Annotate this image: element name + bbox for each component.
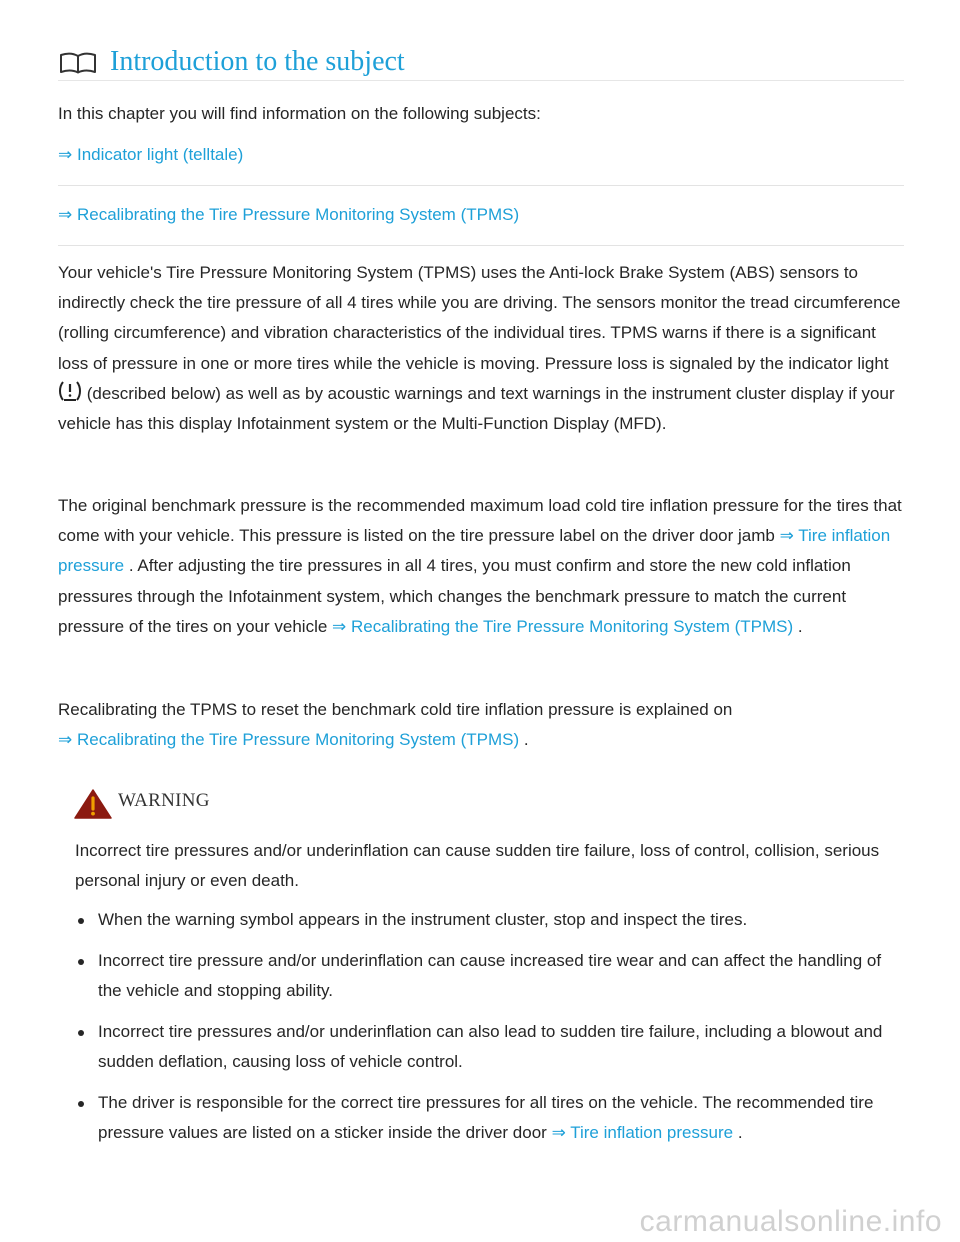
paragraph-text: .	[797, 616, 803, 636]
warning-bullet-list	[75, 905, 895, 1159]
link-tire-inflation-pressure[interactable]: ⇒ Tire inflation pressure	[58, 526, 891, 576]
paragraph-text: . After adjusting the tire pressures in all 4 tires, you must confirm and store the new cold inflation pressures through the Infotainment system, which changes the benchmark pressure to match the current pressure of the tires on your vehicle	[58, 556, 851, 636]
paragraph-recalibrating	[58, 695, 904, 755]
link-recalibrating-tpms-2[interactable]: ⇒ Recalibrating the Tire Pressure Monitoring System (TPMS)	[58, 730, 520, 750]
bullet-text: The driver is responsible for the correct tire pressures for all tires on the vehicle. The recommended tire pressure values are listed on a sticker inside the driver door	[98, 1092, 874, 1142]
list-item	[75, 946, 895, 1007]
paragraph-text: Recalibrating the TPMS to reset the benchmark cold tire inflation pressure is explained on	[58, 700, 733, 719]
toc-link-recalibrating-tpms[interactable]: ⇒ Recalibrating the Tire Pressure Monitoring System (TPMS)	[58, 205, 520, 224]
paragraph-text: Your vehicle's Tire Pressure Monitoring System (TPMS) uses the Anti-lock Brake System (ABS) sensors to indirectly check the tire pressure of all 4 tires while you are driving. The sensors monitor the tread circumference (rolling circumference) and vibration characteristics of the individual tires. TPMS warns if there is a significant loss of pressure in one or more tires while the vehicle is moving. Pressure loss is signaled by the indicator light	[58, 263, 901, 373]
list-item	[75, 905, 895, 936]
toc-row-indicator	[58, 125, 904, 186]
watermark: carmanualsonline.info	[639, 1205, 942, 1238]
paragraph-text: (described below) as well as by acoustic warnings and text warnings in the instrument cluster display if your vehicle has this display Infotainment system or the Multi-Function Display (MFD).	[58, 383, 895, 434]
bullet-text: Incorrect tire pressures and/or underinflation can also lead to sudden tire failure, including a blowout and sudden deflation, causing loss of vehicle control.	[98, 1021, 883, 1071]
link-tire-inflation-pressure-2[interactable]: ⇒ Tire inflation pressure	[551, 1123, 734, 1142]
paragraph-text: .	[523, 730, 529, 750]
bullet-text: When the warning symbol appears in the instrument cluster, stop and inspect the tires.	[98, 910, 748, 929]
section-heading	[58, 44, 904, 81]
warning-text: Incorrect tire pressures and/or underinflation can cause sudden tire failure, loss of control, collision, serious personal injury or even death.	[75, 841, 880, 890]
tire-pressure-telltale-icon	[58, 380, 82, 402]
bullet-text: Incorrect tire pressure and/or underinflation can cause increased tire wear and can affect the handling of the vehicle and stopping ability.	[98, 950, 882, 1000]
paragraph-benchmark-pressure	[58, 491, 904, 642]
paragraph-tpms-overview	[58, 258, 904, 439]
toc-row-recalibrating	[58, 185, 904, 246]
paragraph-text: The original benchmark pressure is the recommended maximum load cold tire inflation pressure for the tires that come with your vehicle. This pressure is listed on the tire pressure label on the driver door jamb	[58, 496, 902, 546]
list-item	[75, 1017, 895, 1078]
warning-triangle-icon	[74, 789, 112, 819]
warning-label: WARNING	[118, 790, 210, 811]
intro-text: In this chapter you will find information on the following subjects:	[58, 104, 541, 123]
bullet-text: .	[737, 1123, 743, 1142]
link-recalibrating-tpms[interactable]: ⇒ Recalibrating the Tire Pressure Monitoring System (TPMS)	[332, 616, 794, 636]
book-icon	[58, 52, 98, 74]
page-title: Introduction to the subject	[110, 46, 405, 77]
toc-link-indicator-light[interactable]: ⇒ Indicator light (telltale)	[58, 145, 244, 164]
list-item	[75, 1088, 895, 1149]
